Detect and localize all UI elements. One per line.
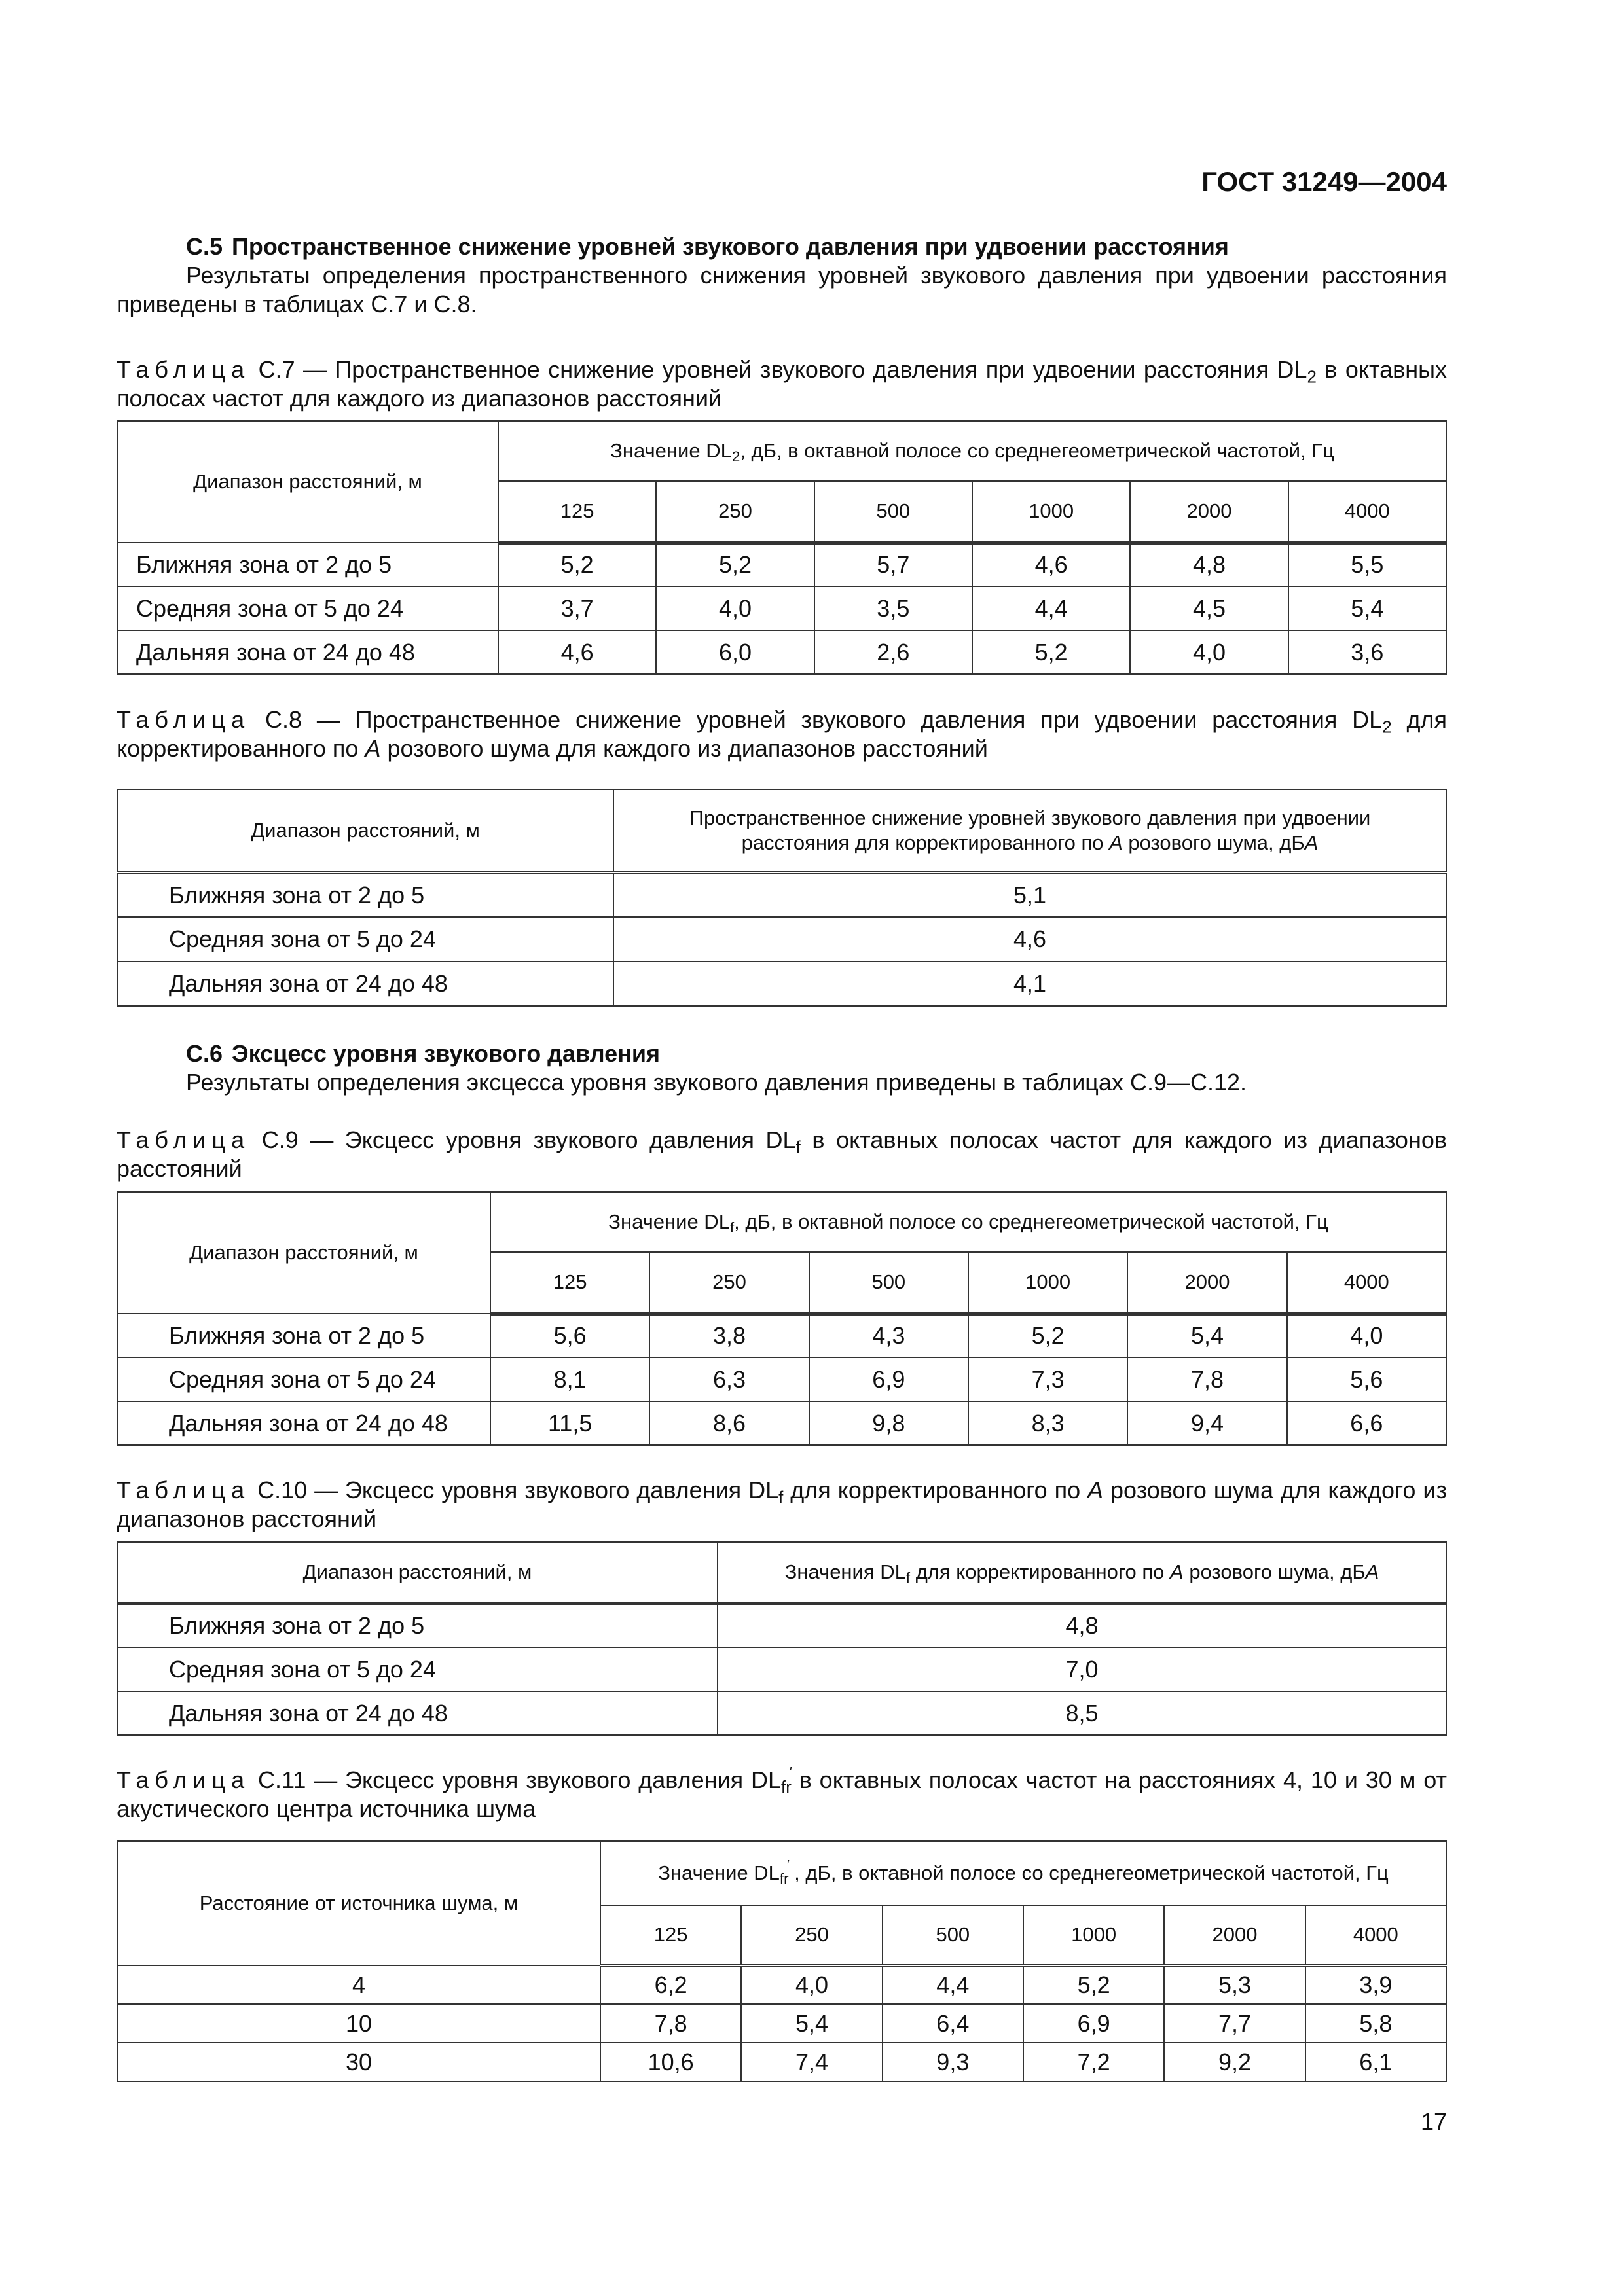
table-cell: 5,6: [490, 1314, 649, 1357]
table-cell: 4,0: [1287, 1314, 1446, 1357]
section-c5-title: С.5 Пространственное снижение уровней звукового давления при удвоении расстояния: [186, 233, 1229, 260]
table-c11-distance-header: Расстояние от источника шума, м: [117, 1841, 600, 1965]
table-cell: 7,0: [718, 1647, 1446, 1691]
table-cell: 10,6: [600, 2043, 741, 2081]
table-row: [117, 543, 1446, 586]
table-cell: 5,1: [613, 872, 1446, 917]
table-row: [117, 1965, 1446, 2004]
freq-header: 2000: [1164, 1905, 1305, 1965]
table-c8: [117, 789, 1447, 1007]
table-c10-value-header: Значения $DL_f$ для корректированного по А розового шума, дБА: [718, 1542, 1446, 1604]
row-label: Ближняя зона от 2 до 5: [117, 1314, 490, 1357]
table-c10: [117, 1541, 1447, 1736]
table-cell: 6,6: [1287, 1401, 1446, 1445]
table-cell: 6,1: [1305, 2043, 1446, 2081]
table-c7: [117, 420, 1447, 675]
table-cell: 3,9: [1305, 1965, 1446, 2004]
table-cell: 4,0: [1130, 630, 1288, 674]
freq-header: 4000: [1305, 1905, 1446, 1965]
freq-header: 250: [741, 1905, 882, 1965]
table-cell: 5,4: [741, 2004, 882, 2043]
table-cell: 3,6: [1288, 630, 1446, 674]
table-c9: [117, 1191, 1447, 1446]
section-c5: [117, 232, 1447, 319]
freq-header: 4000: [1287, 1252, 1446, 1314]
table-c10-range-header: Диапазон расстояний, м: [117, 1542, 718, 1604]
table-cell: 4,0: [741, 1965, 882, 2004]
table-cell: 4,6: [498, 630, 656, 674]
table-cell: 8,6: [649, 1401, 809, 1445]
freq-header: 2000: [1130, 481, 1288, 543]
table-cell: 9,3: [883, 2043, 1023, 2081]
table-cell: 5,4: [1288, 586, 1446, 630]
table-c8-range-header: Диапазон расстояний, м: [117, 789, 613, 872]
table-c8-value-header: Пространственное снижение уровней звукового давления при удвоении расстояния для корректированного по А розового шума, дБА: [613, 789, 1446, 872]
row-label: 30: [117, 2043, 600, 2081]
freq-header: 250: [649, 1252, 809, 1314]
table-cell: 5,5: [1288, 543, 1446, 586]
table-cell: 6,0: [656, 630, 814, 674]
table-cell: 6,9: [1023, 2004, 1164, 2043]
table-cell: 8,3: [968, 1401, 1127, 1445]
table-cell: 9,4: [1127, 1401, 1286, 1445]
document-page: [117, 0, 1447, 2296]
table-c11: [117, 1840, 1447, 2082]
table-row: [117, 961, 1446, 1006]
row-label: Дальняя зона от 24 до 48: [117, 961, 613, 1006]
row-label: Средняя зона от 5 до 24: [117, 1357, 490, 1401]
table-cell: 4,5: [1130, 586, 1288, 630]
table-row: [117, 872, 1446, 917]
table-row: [117, 1314, 1446, 1357]
section-c6-text: Результаты определения эксцесса уровня звукового давления приведены в таблицах С.9—С.12.: [186, 1068, 1247, 1096]
section-c5-text: Результаты определения пространственного снижения уровней звукового давления при удвоении расстояния приведены в таблицах С.7 и С.8.: [117, 261, 1447, 317]
row-label: Ближняя зона от 2 до 5: [117, 1604, 718, 1647]
table-cell: 5,4: [1127, 1314, 1286, 1357]
table-c11-group-header: Значение DL′ $_{fr}$ , дБ, в октавной полосе со среднегеометрической частотой, Гц: [600, 1841, 1446, 1905]
table-cell: 3,8: [649, 1314, 809, 1357]
table-cell: 7,3: [968, 1357, 1127, 1401]
table-cell: 7,8: [1127, 1357, 1286, 1401]
document-id: ГОСТ 31249—2004: [1201, 166, 1447, 197]
freq-header: 500: [809, 1252, 968, 1314]
table-cell: 7,4: [741, 2043, 882, 2081]
table-cell: 3,5: [814, 586, 972, 630]
table-cell: 4,1: [613, 961, 1446, 1006]
table-row: [117, 2043, 1446, 2081]
freq-header: 1000: [968, 1252, 1127, 1314]
row-label: Средняя зона от 5 до 24: [117, 1647, 718, 1691]
table-cell: 7,7: [1164, 2004, 1305, 2043]
row-label: Дальняя зона от 24 до 48: [117, 1691, 718, 1735]
table-cell: 2,6: [814, 630, 972, 674]
freq-header: 125: [498, 481, 656, 543]
freq-header: 250: [656, 481, 814, 543]
table-cell: 5,2: [656, 543, 814, 586]
table-c9-caption: Таблица С.9 — Эксцесс уровня звукового давления $DL_f$ в октавных полосах частот для каждого из диапазонов расстояний: [117, 1126, 1447, 1182]
table-cell: 7,2: [1023, 2043, 1164, 2081]
table-cell: 4,6: [972, 543, 1130, 586]
table-c9-group-header: Значение $DL_f$, дБ, в октавной полосе со среднегеометрической частотой, Гц: [490, 1192, 1446, 1252]
row-label: Средняя зона от 5 до 24: [117, 917, 613, 961]
table-cell: 4,0: [656, 586, 814, 630]
table-c8-caption: Таблица С.8 — Пространственное снижение уровней звукового давления при удвоении расстояния $DL_2$ для корректированного по А розового шума для каждого из диапазонов расстояний: [117, 706, 1447, 762]
table-cell: 11,5: [490, 1401, 649, 1445]
table-cell: 5,2: [968, 1314, 1127, 1357]
table-cell: 4,6: [613, 917, 1446, 961]
table-row: [117, 1691, 1446, 1735]
freq-header: 500: [883, 1905, 1023, 1965]
table-cell: 5,8: [1305, 2004, 1446, 2043]
table-row: [117, 586, 1446, 630]
table-cell: 5,6: [1287, 1357, 1446, 1401]
table-cell: 4,3: [809, 1314, 968, 1357]
table-cell: 4,4: [972, 586, 1130, 630]
table-row: [117, 1357, 1446, 1401]
table-cell: 6,3: [649, 1357, 809, 1401]
table-c7-caption: Таблица С.7 — Пространственное снижение уровней звукового давления при удвоении расстояния $DL_2$ в октавных полосах частот для каждого из диапазонов расстояний: [117, 356, 1447, 412]
freq-header: 2000: [1127, 1252, 1286, 1314]
section-c6: [117, 1039, 1447, 1097]
row-label: 4: [117, 1965, 600, 2004]
table-cell: 9,2: [1164, 2043, 1305, 2081]
row-label: Дальняя зона от 24 до 48: [117, 630, 498, 674]
table-cell: 5,7: [814, 543, 972, 586]
table-cell: 6,9: [809, 1357, 968, 1401]
table-cell: 5,3: [1164, 1965, 1305, 2004]
row-label: Дальняя зона от 24 до 48: [117, 1401, 490, 1445]
freq-header: 4000: [1288, 481, 1446, 543]
table-c10-caption: Таблица С.10 — Эксцесс уровня звукового давления $DL_f$ для корректированного по А розового шума для каждого из диапазонов расстояний: [117, 1477, 1447, 1532]
table-cell: 7,8: [600, 2004, 741, 2043]
row-label: Средняя зона от 5 до 24: [117, 586, 498, 630]
freq-header: 500: [814, 481, 972, 543]
freq-header: 125: [490, 1252, 649, 1314]
row-label: Ближняя зона от 2 до 5: [117, 872, 613, 917]
table-cell: 3,7: [498, 586, 656, 630]
table-cell: 4,4: [883, 1965, 1023, 2004]
table-row: [117, 1604, 1446, 1647]
table-row: [117, 917, 1446, 961]
table-cell: 5,2: [972, 630, 1130, 674]
table-cell: 5,2: [1023, 1965, 1164, 2004]
table-cell: 8,5: [718, 1691, 1446, 1735]
table-c9-range-header: Диапазон расстояний, м: [117, 1192, 490, 1314]
table-cell: 6,4: [883, 2004, 1023, 2043]
table-cell: 4,8: [1130, 543, 1288, 586]
table-c7-group-header: Значение $DL_2$, дБ, в октавной полосе со среднегеометрической частотой, Гц: [498, 421, 1446, 481]
table-cell: 6,2: [600, 1965, 741, 2004]
table-row: [117, 1401, 1446, 1445]
table-cell: 4,8: [718, 1604, 1446, 1647]
table-cell: 9,8: [809, 1401, 968, 1445]
table-cell: 5,2: [498, 543, 656, 586]
table-c7-range-header: Диапазон расстояний, м: [117, 421, 498, 543]
table-row: [117, 2004, 1446, 2043]
row-label: Ближняя зона от 2 до 5: [117, 543, 498, 586]
table-row: [117, 1647, 1446, 1691]
page-number: 17: [1420, 2108, 1447, 2135]
table-c11-caption: Таблица С.11 — Эксцесс уровня звукового давления DL′ $_{fr}$ в октавных полосах частот на расстояниях 4, 10 и 30 м от акустического центра источника шума: [117, 1766, 1447, 1823]
freq-header: 125: [600, 1905, 741, 1965]
table-row: [117, 630, 1446, 674]
freq-header: 1000: [1023, 1905, 1164, 1965]
section-c6-title: С.6 Эксцесс уровня звукового давления: [186, 1040, 661, 1067]
table-cell: 8,1: [490, 1357, 649, 1401]
row-label: 10: [117, 2004, 600, 2043]
freq-header: 1000: [972, 481, 1130, 543]
